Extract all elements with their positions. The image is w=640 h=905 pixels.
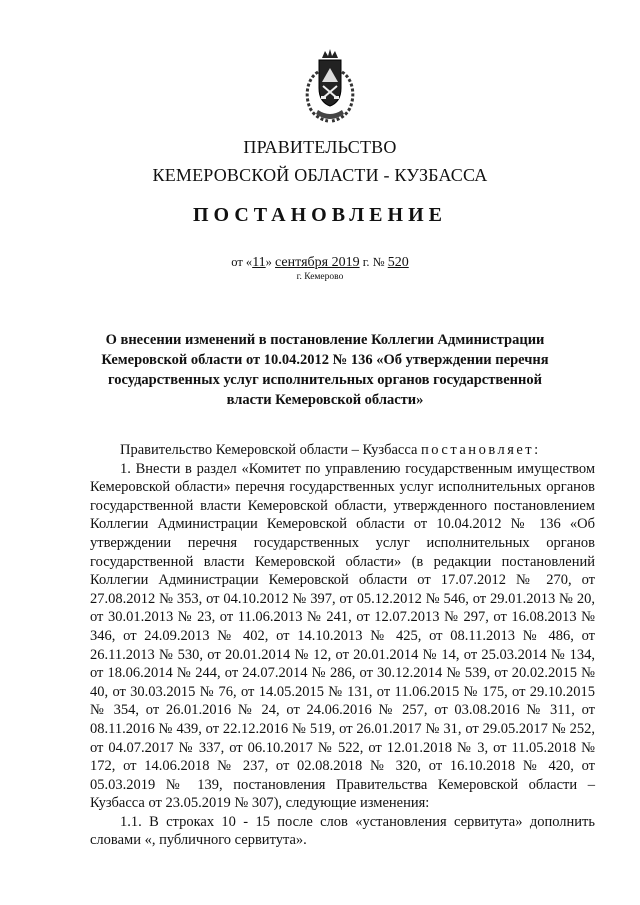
government-name-line2: КЕМЕРОВСКОЙ ОБЛАСТИ - КУЗБАССА (152, 165, 488, 185)
document-type-heading: ПОСТАНОВЛЕНИЕ (193, 204, 447, 226)
government-name-line1: ПРАВИТЕЛЬСТВО (243, 137, 397, 157)
document-body (90, 441, 595, 850)
intro-paragraph (90, 441, 595, 460)
date-day: 11 (252, 255, 266, 270)
city-name: г. Кемерово (296, 272, 344, 282)
intro-text: Правительство Кемеровской области – Кузбасса (120, 442, 418, 458)
date-suffix: г. (362, 255, 370, 269)
paragraph-1: 1. Внести в раздел «Комитет по управлению государственным имуществом Кемеровской области» перечня государственных услуг исполнительных органов государственной власти Кемеровской области, утвержденного постановлением Коллегии Администрации Кемеровской области от 10.04.2012 № 136 «Об утверждении перечня государственных услуг исполнительных органов государственной власти Кемеровской области» (в редакции постановлений Коллегии Администрации Кемеровской области от 17.07.2012 № 270, от 27.08.2012 № 353, от 04.10.2012 № 397, от 05.12.2012 № 546, от 29.01.2013 № 20, от 30.01.2013 № 23, от 11.06.2013 № 241, от 12.07.2013 № 297, от 16.08.2013 № 346, от 24.09.2013 № 402, от 14.10.2013 № 425, от 08.11.2013 № 486, от 26.11.2013 № 530, от 20.01.2014 № 12, от 20.01.2014 № 14, от 25.03.2014 № 134, от 18.06.2014 № 244, от 24.07.2014 № 286, от 30.12.2014 № 539, от 20.02.2015 № 40, от 30.03.2015 № 76, от 14.05.2015 № 131, от 11.06.2015 № 175, от 29.10.2015 № 354, от 26.01.2016 № 24, от 24.06.2016 № 257, от 03.08.2016 № 311, от 08.11.2016 № 439, от 22.12.2016 № 519, от 26.01.2017 № 31, от 29.05.2017 № 252, от 04.07.2017 № 337, от 06.10.2017 № 522, от 12.01.2018 № 3, от 11.05.2018 № 172, от 14.06.2018 № 237, от 02.08.2018 № 320, от 16.10.2018 № 420, от 05.03.2019 № 139, постановления Правительства Кемеровской области – Кузбасса от 23.05.2019 № 307), следующие изменения: (90, 460, 595, 812)
coat-of-arms-emblem (300, 48, 360, 124)
document-title: О внесении изменений в постановление Коллегии Администрации Кемеровской области от 10.04.2012 № 136 «Об утверждении перечня государственных услуг исполнительных органов государственной власти Кемеровской области» (101, 332, 549, 408)
number-label: № (372, 255, 385, 269)
date-month-year: сентября 2019 (275, 255, 360, 270)
date-mid: » (265, 255, 272, 269)
document-number: 520 (387, 255, 409, 270)
document-date-line (0, 255, 640, 271)
date-prefix: от « (231, 255, 253, 269)
resolves-word: постановляет: (421, 442, 541, 458)
paragraph-1-1: 1.1. В строках 10 - 15 после слов «установления сервитута» дополнить словами «, публичного сервитута». (90, 813, 595, 849)
